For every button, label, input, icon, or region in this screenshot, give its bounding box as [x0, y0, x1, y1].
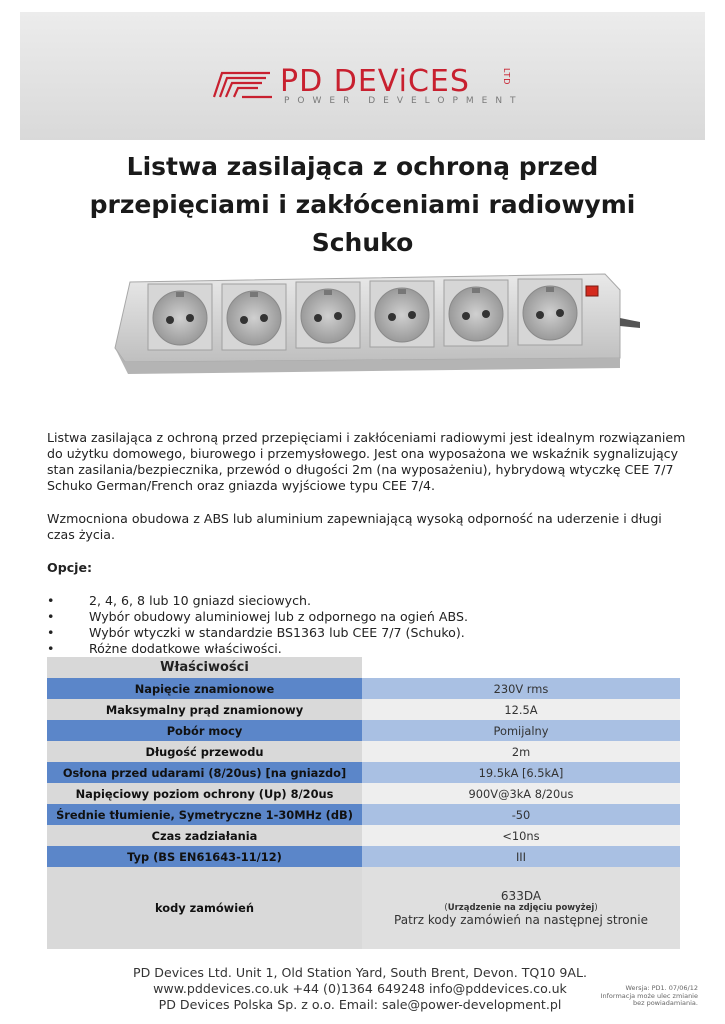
spec-value: 2m — [362, 741, 680, 762]
table-row — [47, 783, 680, 804]
spec-key: Osłona przed udarami (8/20us) [na gniazdo] — [47, 762, 362, 783]
spec-value: 19.5kA [6.5kA] — [362, 762, 680, 783]
spec-value: 12.5A — [362, 699, 680, 720]
options-list — [47, 593, 687, 657]
spec-key: Napięcie znamionowe — [47, 678, 362, 699]
logo-ltd: LTD — [502, 68, 511, 86]
order-more-note: Patrz kody zamówień na następnej stronie — [394, 913, 648, 927]
spec-key: Pobór mocy — [47, 720, 362, 741]
list-item: • Wybór obudowy aluminiowej lub z odpornego na ogień ABS. — [47, 609, 687, 625]
table-row — [47, 699, 680, 720]
table-row — [47, 741, 680, 762]
list-item: • Wybór wtyczki w standardzie BS1363 lub CEE 7/7 (Schuko). — [47, 625, 687, 641]
order-note-text: Urządzenie na zdjęciu powyżej — [447, 903, 595, 913]
power-strip-image — [100, 270, 645, 395]
footer-address: PD Devices Ltd. Unit 1, Old Station Yard, South Brent, Devon. TQ10 9AL. — [132, 965, 588, 980]
spec-value: -50 — [362, 804, 680, 825]
table-row — [47, 720, 680, 741]
table-row — [47, 762, 680, 783]
footer-contact: www.pddevices.co.uk +44 (0)1364 649248 info@pddevices.co.uk — [153, 981, 567, 996]
table-row — [47, 825, 680, 846]
spec-key: Typ (BS EN61643-11/12) — [47, 846, 362, 867]
footer-poland: PD Devices Polska Sp. z o.o. Email: sale@power-development.pl — [158, 997, 562, 1012]
spec-key: Maksymalny prąd znamionowy — [47, 699, 362, 720]
company-logo — [200, 62, 540, 112]
spec-value: <10ns — [362, 825, 680, 846]
options-heading: Opcje: — [47, 560, 93, 575]
list-item: • 2, 4, 6, 8 lub 10 gniazd sieciowych. — [47, 593, 687, 609]
footer — [80, 965, 640, 1013]
description-paragraph: Listwa zasilająca z ochroną przed przepięciami i zakłóceniami radiowymi jest idealnym rozwiązaniem do użytku domowego, biurowego i przemysłowego. Jest ona wyposażona we wskaźnik sygnalizujący stan zasilania/bezpiecznika, przewód o długości 2m (na wyposażeniu), hybrydową wtyczkę CEE 7/7 Schuko German/French oraz gniazda wyjściowe typu CEE 7/4. — [47, 430, 686, 493]
description-paragraph: Wzmocniona obudowa z ABS lub aluminium zapewniającą wysoką odporność na uderzenie i długi czas życia. — [47, 511, 662, 542]
logo-mark-icon — [210, 70, 275, 100]
spec-key: Średnie tłumienie, Symetryczne 1-30MHz (dB) — [47, 804, 362, 825]
order-codes-label: kody zamówień — [47, 867, 362, 949]
spec-key: Długość przewodu — [47, 741, 362, 762]
table-header-row — [47, 657, 680, 678]
description — [47, 430, 687, 657]
order-codes-value — [362, 867, 680, 949]
order-note: (Urządzenie na zdjęciu powyżej) — [444, 903, 598, 913]
table-header: Właściwości — [47, 657, 362, 678]
logo-tagline: POWER DEVELOPMENT — [284, 96, 524, 106]
header-band — [20, 12, 705, 140]
spec-table — [47, 657, 680, 949]
page-title: Listwa zasilająca z ochroną przed przepięciami i zakłóceniami radiowymi Schuko — [89, 152, 636, 257]
order-codes-row — [47, 867, 680, 949]
version-note: Wersja: PD1. 07/06/12 Informacja może ulec zmianie bez powiadamiania. — [600, 984, 698, 1007]
spec-key: Czas zadziałania — [47, 825, 362, 846]
spec-value: 900V@3kA 8/20us — [362, 783, 680, 804]
spec-value: III — [362, 846, 680, 867]
table-row — [47, 804, 680, 825]
spec-value: Pomijalny — [362, 720, 680, 741]
spec-value: 230V rms — [362, 678, 680, 699]
list-item: • Różne dodatkowe właściwości. — [47, 641, 687, 657]
power-indicator-icon — [586, 286, 598, 296]
table-row — [47, 678, 680, 699]
logo-name: PD DEViCES — [280, 64, 470, 99]
order-code: 633DA — [500, 889, 542, 903]
spec-key: Napięciowy poziom ochrony (Up) 8/20us — [47, 783, 362, 804]
table-row — [47, 846, 680, 867]
